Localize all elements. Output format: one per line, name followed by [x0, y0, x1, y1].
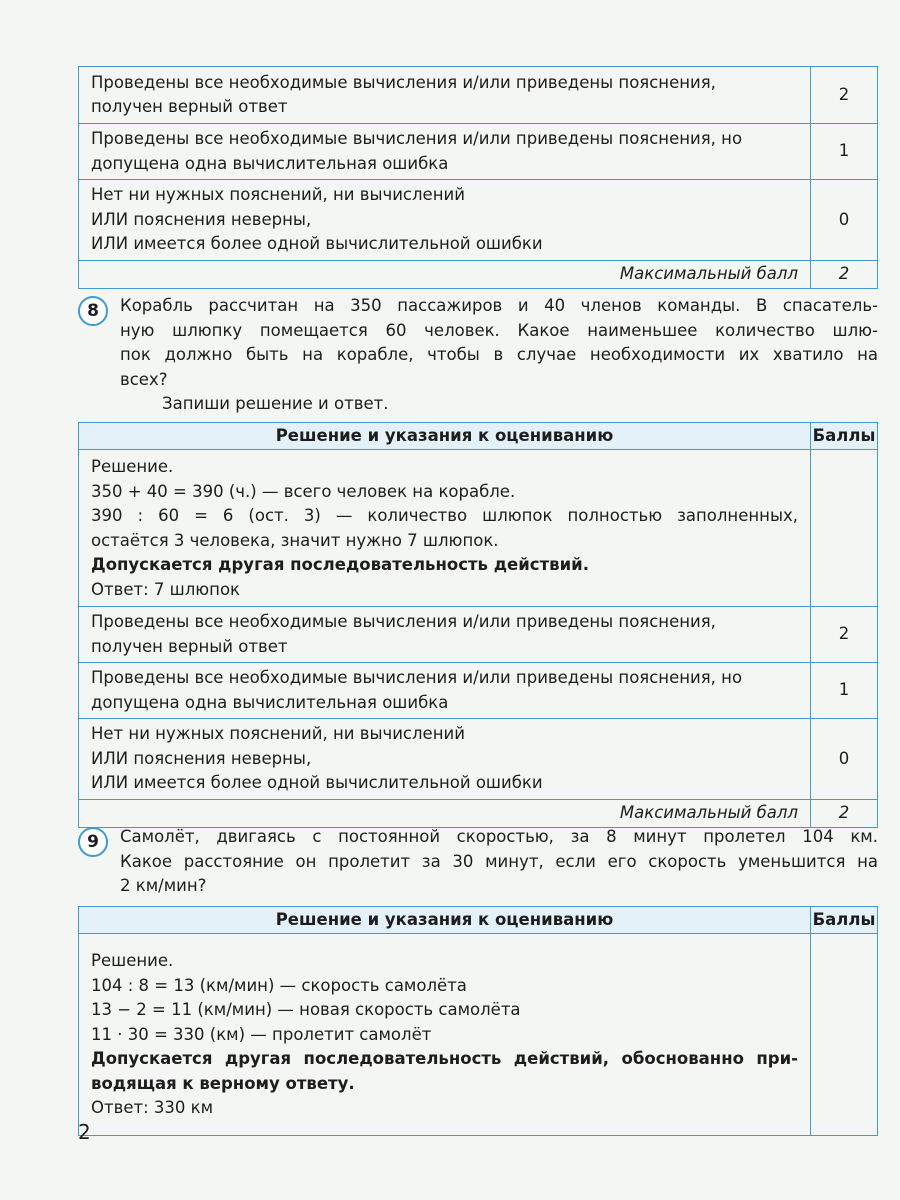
solution-note: Допускается другая последовательность действий.	[91, 555, 589, 574]
solution-points	[811, 450, 878, 607]
criteria-description: Проведены все необходимые вычисления и/или приведены пояснения, получен верный ответ	[79, 607, 811, 663]
criteria-row	[79, 180, 878, 261]
task-number-badge: 9	[78, 827, 108, 857]
task-8-statement: Корабль рассчитан на 350 пассажиров и 40 членов команды. В спасатель- ную шлюпку помещается 60 человек. Какое наименьшее количество шлю- пок должно быть на корабле, чтобы в случае необходимости их хватило на всех?	[120, 296, 878, 389]
criteria-table-task7	[78, 66, 878, 289]
criteria-description: Проведены все необходимые вычисления и/или приведены пояснения, но допущена одна вычислительная ошибка	[79, 663, 811, 719]
criteria-points: 0	[811, 719, 878, 800]
task-number-badge: 8	[78, 296, 108, 326]
criteria-row	[79, 124, 878, 180]
criteria-points: 2	[811, 607, 878, 663]
criteria-row	[79, 607, 878, 663]
max-score-label: Максимальный балл	[79, 261, 811, 289]
max-score-label: Максимальный балл	[79, 800, 811, 828]
solution-text: Решение. 350 + 40 = 390 (ч.) — всего человек на корабле. 390 : 60 = 6 (ост. 3) — количество шлюпок полностью заполненных, остаётся 3 человека, значит нужно 7 шлюпок. Допускается другая последовательность действий. Ответ: 7 шлюпок	[79, 450, 811, 607]
max-score-value: 2	[811, 800, 878, 828]
criteria-points: 2	[811, 67, 878, 124]
criteria-row	[79, 67, 878, 124]
criteria-table-task8	[78, 422, 878, 828]
solution-answer: Ответ: 7 шлюпок	[91, 579, 241, 599]
solution-row	[79, 450, 878, 607]
max-score-row	[79, 261, 878, 289]
criteria-points: 1	[811, 663, 878, 719]
max-score-value: 2	[811, 261, 878, 289]
criteria-points: 1	[811, 124, 878, 180]
solution-points	[811, 934, 878, 1136]
criteria-description: Нет ни нужных пояснений, ни вычислений ИЛИ пояснения неверны, ИЛИ имеется более одной вычислительной ошибки	[79, 180, 811, 261]
solution-answer: Ответ: 330 км	[91, 1098, 214, 1118]
task-9	[78, 825, 878, 899]
page-number: 2	[78, 1120, 91, 1144]
header-points: Баллы	[811, 907, 878, 934]
criteria-row	[79, 719, 878, 800]
max-score-row	[79, 800, 878, 828]
criteria-points: 0	[811, 180, 878, 261]
header-solution: Решение и указания к оцениванию	[79, 907, 811, 934]
table-header-row	[79, 423, 878, 450]
table-header-row	[79, 907, 878, 934]
solution-note: Допускается другая последовательность действий, обоснованно при-	[91, 1049, 798, 1069]
header-points: Баллы	[811, 423, 878, 450]
task-8	[78, 294, 878, 417]
task-9-statement: Самолёт, двигаясь с постоянной скоростью, за 8 минут пролетел 104 км. Какое расстояние он пролетит за 30 минут, если его скорость уменьшится на 2 км/мин?	[120, 827, 878, 895]
solution-row	[79, 934, 878, 1136]
criteria-description: Нет ни нужных пояснений, ни вычислений ИЛИ пояснения неверны, ИЛИ имеется более одной вычислительной ошибки	[79, 719, 811, 800]
criteria-description: Проведены все необходимые вычисления и/или приведены пояснения, но допущена одна вычислительная ошибка	[79, 124, 811, 180]
task-8-instruction: Запиши решение и ответ.	[162, 394, 389, 413]
criteria-row	[79, 663, 878, 719]
header-solution: Решение и указания к оцениванию	[79, 423, 811, 450]
solution-note-continued: водящая к верному ответу.	[91, 1073, 355, 1093]
criteria-description: Проведены все необходимые вычисления и/или приведены пояснения, получен верный ответ	[79, 67, 811, 124]
criteria-table-task9	[78, 906, 878, 1136]
solution-text: Решение. 104 : 8 = 13 (км/мин) — скорость самолёта 13 − 2 = 11 (км/мин) — новая скорость самолёта 11 · 30 = 330 (км) — пролетит самолёт Допускается другая последовательность действий, обоснованно при- водящая к верному ответу. Ответ: 330 км	[79, 934, 811, 1136]
